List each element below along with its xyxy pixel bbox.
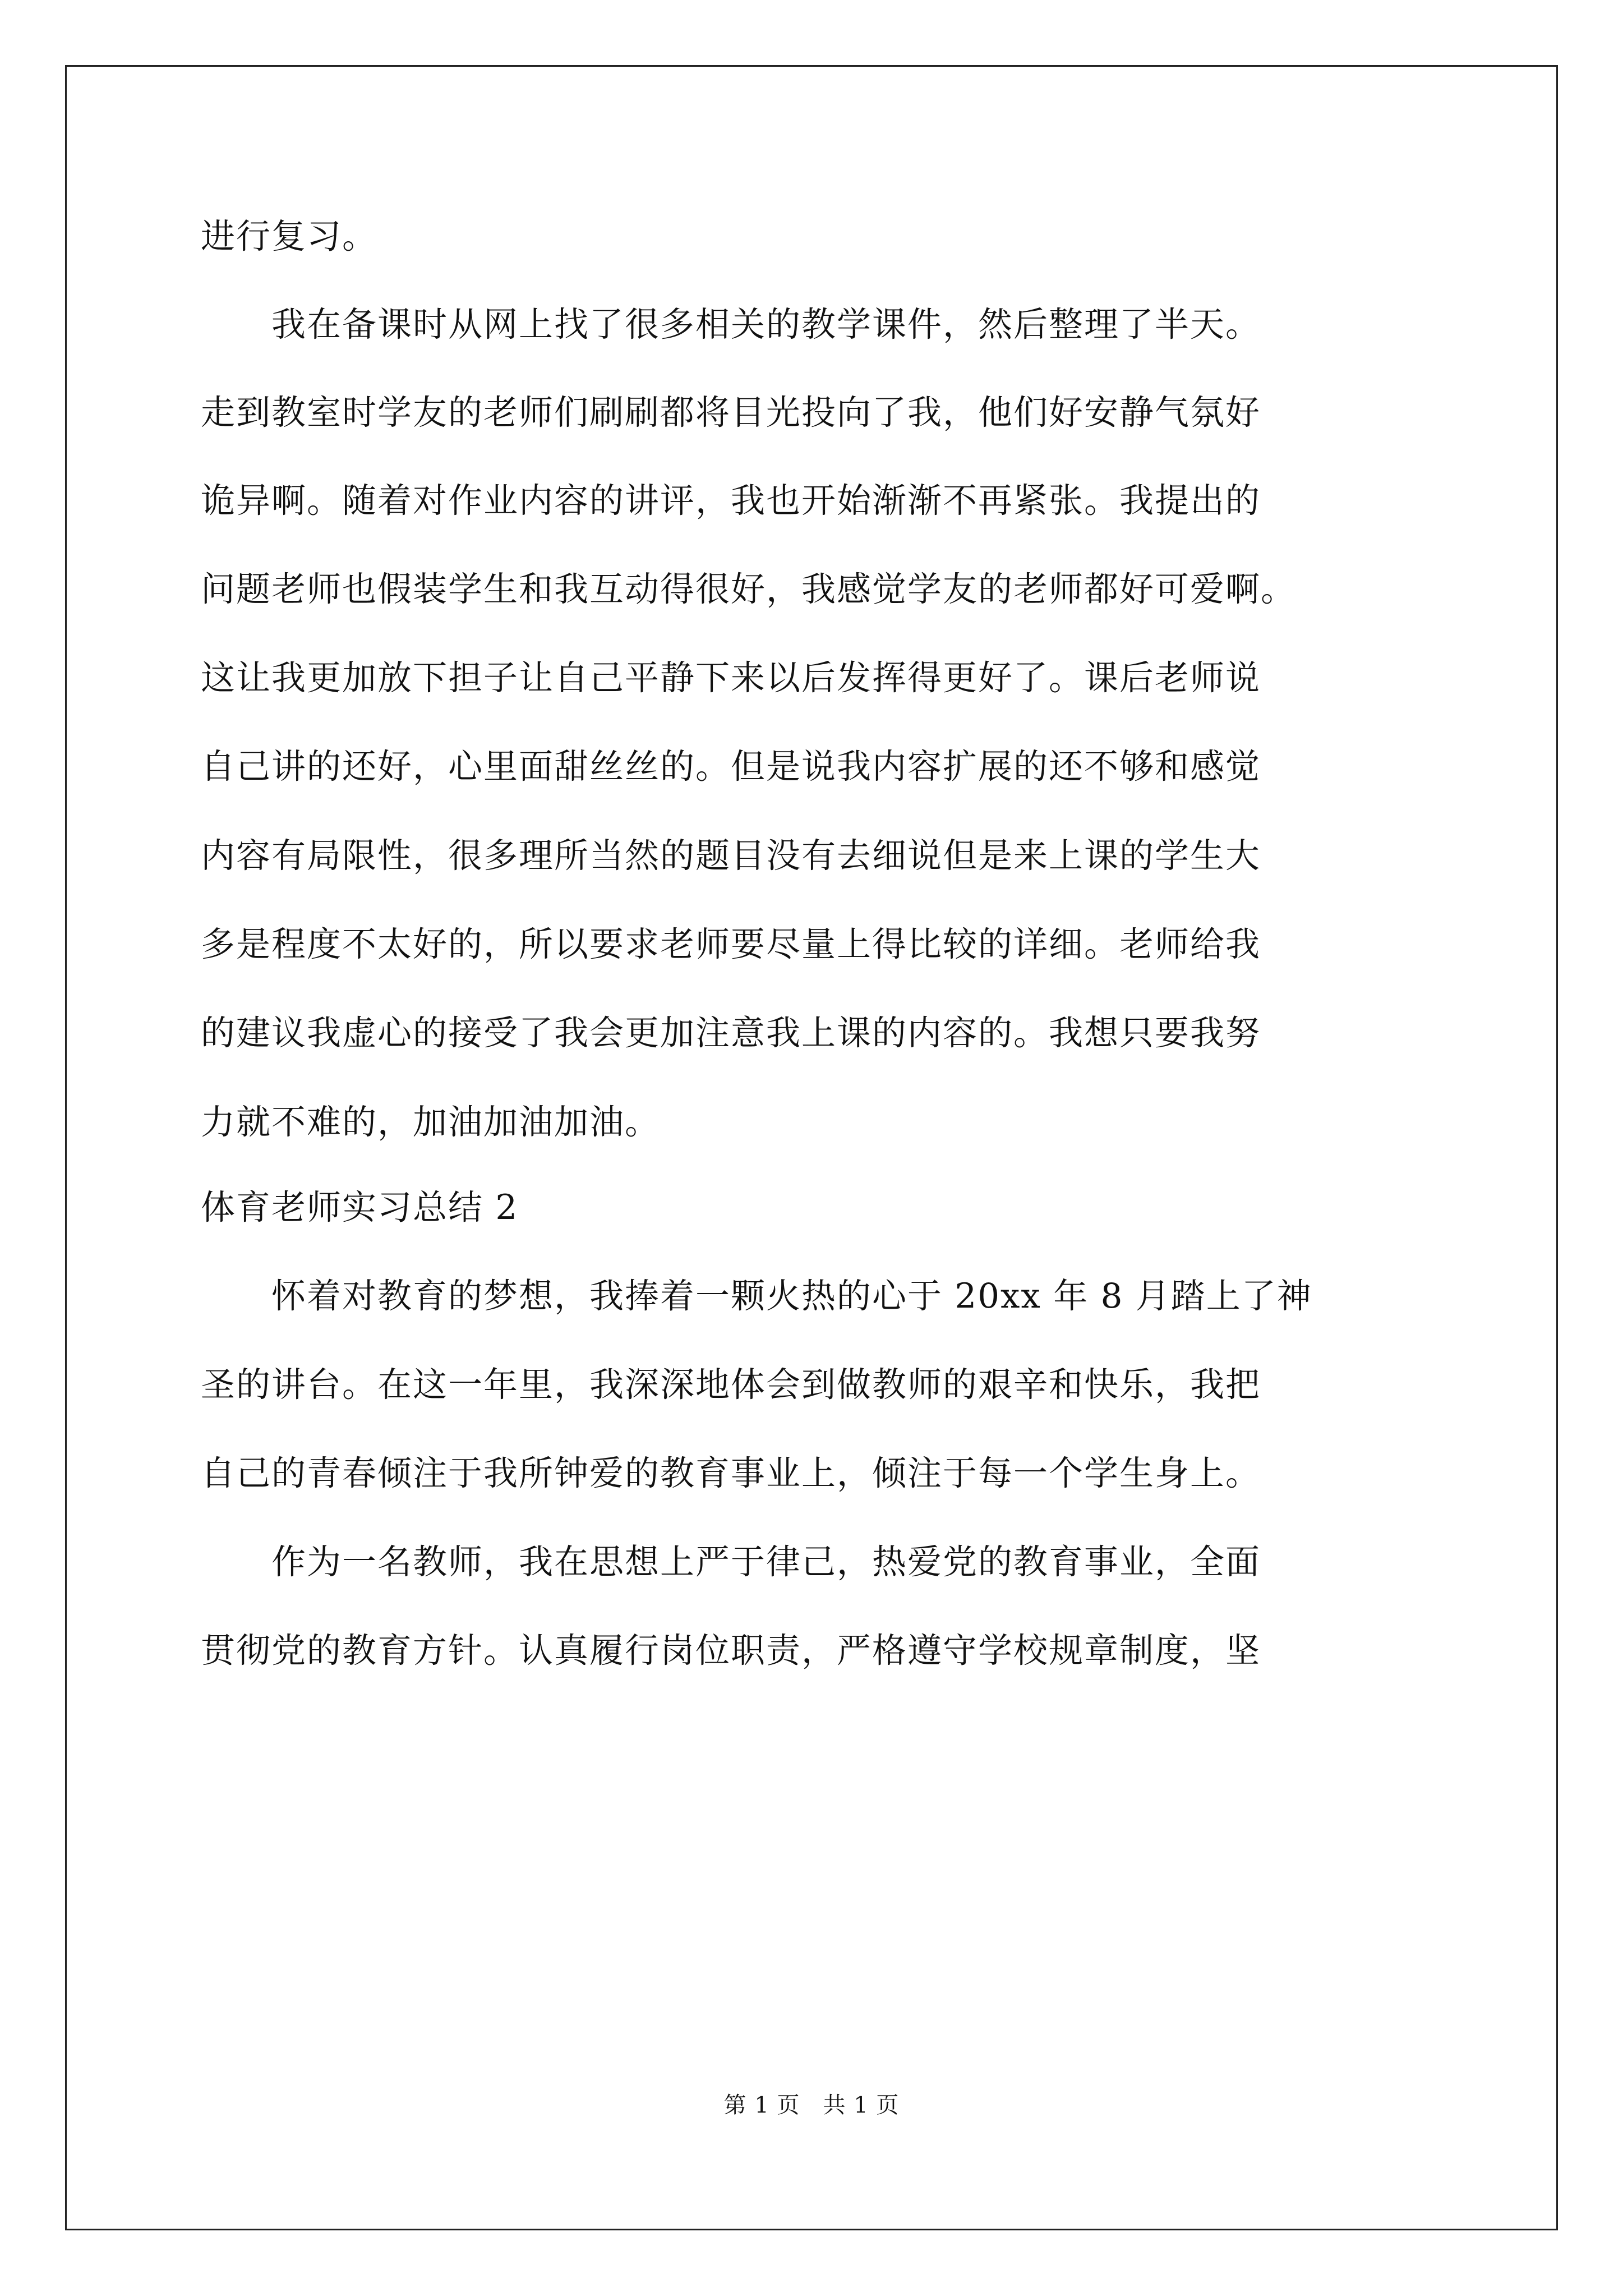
text-line: 作为一名教师，我在思想上严于律己，热爱党的教育事业，全面	[201, 1542, 1261, 1582]
text-line: 诡异啊。随着对作业内容的讲评，我也开始渐渐不再紧张。我提出的	[201, 481, 1261, 521]
text-line: 自己讲的还好，心里面甜丝丝的。但是说我内容扩展的还不够和感觉	[201, 747, 1261, 786]
text-line: 怀着对教育的梦想，我捧着一颗火热的心于 20xx 年 8 月踏上了神	[201, 1276, 1312, 1316]
text-line: 这让我更加放下担子让自己平静下来以后发挥得更好了。课后老师说	[201, 658, 1261, 698]
text-line: 自己的青春倾注于我所钟爱的教育事业上，倾注于每一个学生身上。	[201, 1453, 1261, 1493]
text-line: 走到教室时学友的老师们刷刷都将目光投向了我，他们好安静气氛好	[201, 393, 1261, 432]
page-border	[65, 65, 1558, 2230]
page-footer: 第 1 页 共 1 页	[723, 2092, 900, 2118]
text-line: 贯彻党的教育方针。认真履行岗位职责，严格遵守学校规章制度，坚	[201, 1631, 1261, 1671]
section-heading: 体育老师实习总结 2	[201, 1188, 519, 1227]
text-line: 内容有局限性，很多理所当然的题目没有去细说但是来上课的学生大	[201, 836, 1261, 876]
text-line: 的建议我虚心的接受了我会更加注意我上课的内容的。我想只要我努	[201, 1013, 1261, 1053]
text-line: 圣的讲台。在这一年里，我深深地体会到做教师的艰辛和快乐，我把	[201, 1365, 1261, 1405]
text-line: 力就不难的，加油加油加油。	[201, 1102, 661, 1142]
text-line: 多是程度不太好的，所以要求老师要尽量上得比较的详细。老师给我	[201, 924, 1261, 964]
text-line: 我在备课时从网上找了很多相关的教学课件，然后整理了半天。	[201, 305, 1261, 344]
text-line: 进行复习。	[201, 217, 378, 256]
text-line: 问题老师也假装学生和我互动得很好，我感觉学友的老师都好可爱啊。	[201, 569, 1297, 609]
